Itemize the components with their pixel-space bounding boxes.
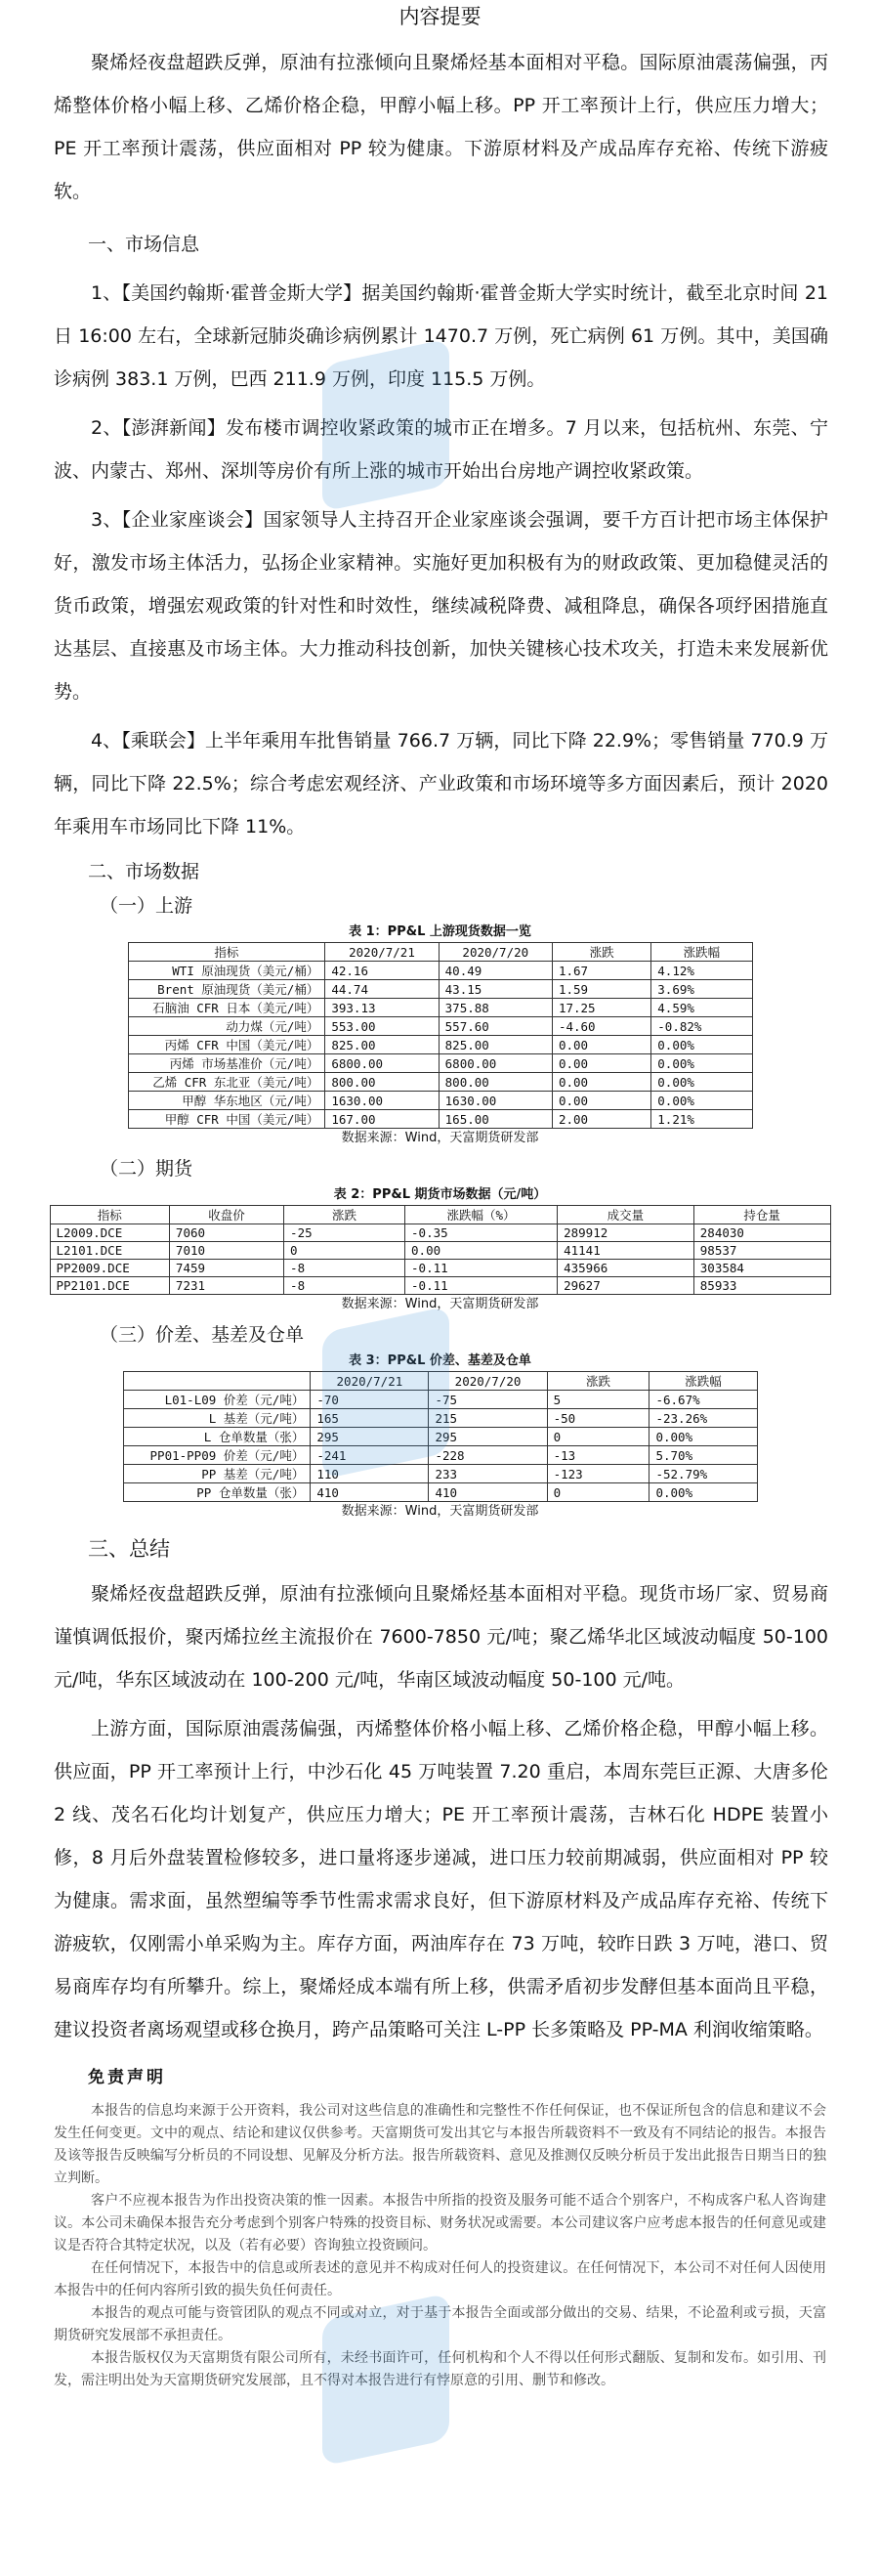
table3-source: 数据来源：Wind，天富期货研发部 — [341, 1504, 539, 1519]
table-cell: WTI 原油现货（美元/桶） — [128, 962, 325, 980]
table-cell: PP2009.DCE — [50, 1260, 169, 1277]
table-row — [128, 1017, 752, 1036]
table-cell: 7231 — [169, 1277, 283, 1295]
table1-caption: 表 1：PP&L 上游现货数据一览 — [349, 924, 531, 939]
table-cell: 石脑油 CFR 日本（美元/吨） — [128, 999, 325, 1017]
table-cell: 0 — [547, 1428, 650, 1446]
table-cell: 7010 — [169, 1242, 283, 1260]
disclaimer-paragraph: 本报告的观点可能与资管团队的观点不同或对立，对于基于本报告全面或部分做出的交易、结果，不论盈利或亏损，天富期货研究发展部不承担责任。 — [54, 2305, 826, 2343]
disclaimer-paragraph: 本报告的信息均来源于公开资料，我公司对这些信息的准确性和完整性不作任何保证，也不保证所包含的信息和建议不会发生任何变更。文中的观点、结论和建议仅供参考。天富期货可发出其它与本报告所载资料不一致及有不同结论的报告。本报告及该等报告反映编写分析员的不同设想、见解及分析方法。报告所载资料、意见及推测仅反映分析员于发出此报告日期当日的独立判断。 — [54, 2103, 826, 2186]
table-cell: -23.26% — [650, 1409, 757, 1428]
table-cell: 800.00 — [325, 1073, 439, 1092]
table-cell: 43.15 — [439, 980, 552, 999]
table2-source: 数据来源：Wind，天富期货研发部 — [341, 1297, 539, 1311]
table-cell: -123 — [547, 1465, 650, 1483]
table-cell: 110 — [311, 1465, 429, 1483]
table-cell: 0.00 — [552, 1054, 650, 1073]
news-item: 3、【企业家座谈会】国家领导人主持召开企业家座谈会强调，要千方百计把市场主体保护好，激发市场主体活力，弘扬企业家精神。实施好更加积极有为的财政政策、更加稳健灵活的货币政策，增强宏观政策的针对性和时效性，继续减税降费、减租降息，确保各项纾困措施直达基层、直接惠及市场主体。大力推动科技创新，加快关键核心技术攻关，打造未来发展新优势。 — [54, 509, 828, 703]
disclaimer-paragraph: 客户不应视本报告为作出投资决策的惟一因素。本报告中所指的投资及服务可能不适合个别客户，不构成客户私人咨询建议。本公司未确保本报告充分考虑到个别客户特殊的投资目标、财务状况或需要。本公司建议客户应考虑本报告的任何意见或建议是否符合其特定状况，以及（若有必要）咨询独立投资顾问。 — [54, 2193, 826, 2254]
table-cell: 5.70% — [650, 1446, 757, 1465]
table-cell: 1.67 — [552, 962, 650, 980]
table-row — [50, 1224, 830, 1242]
table-cell: 42.16 — [325, 962, 439, 980]
table-cell: L01-L09 价差（元/吨） — [123, 1391, 311, 1409]
news-item: 4、【乘联会】上半年乘用车批售销量 766.7 万辆，同比下降 22.9%；零售销量 770.9 万辆，同比下降 22.5%；综合考虑宏观经济、产业政策和市场环境等多方面因素后，预计 2020 年乘用车市场同比下降 11%。 — [54, 730, 828, 837]
table-cell: -241 — [311, 1446, 429, 1465]
table-row — [128, 1110, 752, 1129]
table-cell: -70 — [311, 1391, 429, 1409]
table-cell: 动力煤（元/吨） — [128, 1017, 325, 1036]
table-cell: -6.67% — [650, 1391, 757, 1409]
table-cell: L2009.DCE — [50, 1224, 169, 1242]
subsection-futures: （二）期货 — [100, 1158, 193, 1180]
table-row — [128, 1036, 752, 1054]
table-cell: 165.00 — [439, 1110, 552, 1129]
table-cell: 165 — [311, 1409, 429, 1428]
table-cell: 2.00 — [552, 1110, 650, 1129]
table3-caption: 表 3：PP&L 价差、基差及仓单 — [349, 1353, 531, 1368]
table-cell: 1.59 — [552, 980, 650, 999]
table-cell: -0.82% — [651, 1017, 752, 1036]
table-cell: 0.00 — [552, 1073, 650, 1092]
table-cell: 7459 — [169, 1260, 283, 1277]
page-title: 内容提要 — [398, 5, 482, 28]
table-header-cell: 成交量 — [558, 1206, 694, 1224]
table-cell: 825.00 — [439, 1036, 552, 1054]
disclaimer-title: 免责声明 — [88, 2068, 166, 2087]
table-cell: L2101.DCE — [50, 1242, 169, 1260]
table-cell: 553.00 — [325, 1017, 439, 1036]
table-cell: 0.00% — [650, 1428, 757, 1446]
disclaimer-paragraph: 本报告版权仅为天富期货有限公司所有，未经书面许可，任何机构和个人不得以任何形式翻版、复制和发布。如引用、刊发，需注明出处为天富期货研究发展部，且不得对本报告进行有悖原意的引用、删节和修改。 — [54, 2350, 826, 2388]
table-cell: 284030 — [693, 1224, 830, 1242]
table-cell: PP2101.DCE — [50, 1277, 169, 1295]
table3-spreads-basis — [123, 1371, 758, 1502]
table-cell: 0 — [284, 1242, 405, 1260]
table-cell: 410 — [429, 1483, 547, 1502]
table-row — [123, 1465, 757, 1483]
table-cell: 0.00 — [552, 1092, 650, 1110]
table-row — [128, 999, 752, 1017]
table-cell: -8 — [284, 1260, 405, 1277]
table-header-cell: 涨跌幅 — [650, 1372, 757, 1391]
table-cell: 1630.00 — [325, 1092, 439, 1110]
table-cell: 393.13 — [325, 999, 439, 1017]
conclusion-paragraph: 上游方面，国际原油震荡偏强，丙烯整体价格小幅上移、乙烯价格企稳，甲醇小幅上移。供应面，PP 开工率预计上行，中沙石化 45 万吨装置 7.20 重启，本周东莞巨正源、大唐多伦 2 线、茂名石化均计划复产，供应压力增大；PE 开工率预计震荡，吉林石化 HDPE 装置小修，8 月后外盘装置检修较多，进口量将逐步递减，进口压力较前期减弱，供应面相对 PP 较为健康。需求面，虽然塑编等季节性需求需求良好，但下游原材料及产成品库存充裕、传统下游疲软，仅刚需小单采购为主。库存方面，两油库存在 73 万吨，较昨日跌 3 万吨，港口、贸易商库存均有所攀升。综上，聚烯烃成本端有所上移，供需矛盾初步发酵但基本面尚且平稳，建议投资者离场观望或移仓换月，跨产品策略可关注 L-PP 长多策略及 PP-MA 利润收缩策略。 — [54, 1718, 828, 2040]
table-header-cell: 2020/7/20 — [439, 943, 552, 962]
table1-source: 数据来源：Wind，天富期货研发部 — [341, 1131, 539, 1145]
table-header-row — [128, 943, 752, 962]
table-cell: -0.11 — [405, 1260, 558, 1277]
table-header-cell: 2020/7/20 — [429, 1372, 547, 1391]
summary-paragraph: 聚烯烃夜盘超跌反弹，原油有拉涨倾向且聚烯烃基本面相对平稳。国际原油震荡偏强，丙烯整体价格小幅上移、乙烯价格企稳，甲醇小幅上移。PP 开工率预计上行，供应压力增大；PE 开工率预计震荡，供应面相对 PP 较为健康。下游原材料及产成品库存充裕、传统下游疲软。 — [54, 52, 828, 202]
table-header-cell: 收盘价 — [169, 1206, 283, 1224]
table-cell: 295 — [429, 1428, 547, 1446]
table-row — [128, 1092, 752, 1110]
table-cell: 85933 — [693, 1277, 830, 1295]
table-cell: -0.11 — [405, 1277, 558, 1295]
table-row — [128, 962, 752, 980]
table-cell: 435966 — [558, 1260, 694, 1277]
table-cell: -75 — [429, 1391, 547, 1409]
table-cell: 6800.00 — [439, 1054, 552, 1073]
disclaimer-paragraph: 在任何情况下，本报告中的信息或所表述的意见并不构成对任何人的投资建议。在任何情况下，本公司不对任何人因使用本报告中的任何内容所引致的损失负任何责任。 — [54, 2260, 826, 2298]
table-header-row — [50, 1206, 830, 1224]
table-header-cell: 涨跌 — [284, 1206, 405, 1224]
table-cell: 乙烯 CFR 东北亚（美元/吨） — [128, 1073, 325, 1092]
table-header-cell: 涨跌幅（%） — [405, 1206, 558, 1224]
table-cell: 40.49 — [439, 962, 552, 980]
table-cell: 303584 — [693, 1260, 830, 1277]
table-cell: 0.00% — [651, 1036, 752, 1054]
table-cell: 410 — [311, 1483, 429, 1502]
table-cell: Brent 原油现货（美元/桶） — [128, 980, 325, 999]
table-cell: 17.25 — [552, 999, 650, 1017]
section1-heading: 一、市场信息 — [88, 234, 200, 255]
conclusion-paragraph: 聚烯烃夜盘超跌反弹，原油有拉涨倾向且聚烯烃基本面相对平稳。现货市场厂家、贸易商谨慎调低报价，聚丙烯拉丝主流报价在 7600-7850 元/吨；聚乙烯华北区域波动幅度 50-100 元/吨，华东区域波动在 100-200 元/吨，华南区域波动幅度 50-100 元/吨。 — [54, 1583, 828, 1691]
table-cell: 6800.00 — [325, 1054, 439, 1073]
table-cell: L 仓单数量（张） — [123, 1428, 311, 1446]
subsection-upstream: （一）上游 — [100, 895, 193, 917]
table-cell: -25 — [284, 1224, 405, 1242]
table-cell: 29627 — [558, 1277, 694, 1295]
table-cell: 800.00 — [439, 1073, 552, 1092]
table-cell: 丙烯 市场基准价（元/吨） — [128, 1054, 325, 1073]
table1-upstream-spot — [128, 942, 753, 1129]
table-cell: 44.74 — [325, 980, 439, 999]
table-cell: -4.60 — [552, 1017, 650, 1036]
table-cell: PP 基差（元/吨） — [123, 1465, 311, 1483]
table-cell: 4.12% — [651, 962, 752, 980]
section3-heading: 三、总结 — [88, 1537, 170, 1561]
table-row — [128, 980, 752, 999]
table-cell: 1630.00 — [439, 1092, 552, 1110]
news-item: 1、【美国约翰斯·霍普金斯大学】据美国约翰斯·霍普金斯大学实时统计，截至北京时间 21 日 16:00 左右，全球新冠肺炎确诊病例累计 1470.7 万例，死亡病例 61 万例。其中，美国确诊病例 383.1 万例，巴西 211.9 万例，印度 115.5 万例。 — [54, 282, 828, 390]
table-cell: 甲醇 CFR 中国（美元/吨） — [128, 1110, 325, 1129]
table-cell: 0.00 — [552, 1036, 650, 1054]
table-row — [123, 1409, 757, 1428]
table-cell: 0.00% — [650, 1483, 757, 1502]
table-row — [50, 1260, 830, 1277]
subsection-spreads: （三）价差、基差及仓单 — [100, 1324, 305, 1346]
table-row — [123, 1483, 757, 1502]
table-row — [50, 1277, 830, 1295]
table-cell: 4.59% — [651, 999, 752, 1017]
table-header-cell: 涨跌 — [552, 943, 650, 962]
table-cell: -52.79% — [650, 1465, 757, 1483]
table-header-row — [123, 1372, 757, 1391]
table-cell: 1.21% — [651, 1110, 752, 1129]
table-header-cell: 涨跌 — [547, 1372, 650, 1391]
table-cell: 5 — [547, 1391, 650, 1409]
table-cell: 215 — [429, 1409, 547, 1428]
table-cell: 557.60 — [439, 1017, 552, 1036]
table-header-cell — [123, 1372, 311, 1391]
table-header-cell: 2020/7/21 — [311, 1372, 429, 1391]
table-cell: -0.35 — [405, 1224, 558, 1242]
section2-heading: 二、市场数据 — [88, 861, 200, 882]
table-row — [123, 1446, 757, 1465]
table-cell: 167.00 — [325, 1110, 439, 1129]
table-cell: 3.69% — [651, 980, 752, 999]
table-cell: 375.88 — [439, 999, 552, 1017]
table-row — [123, 1391, 757, 1409]
table-row — [123, 1428, 757, 1446]
table-cell: 甲醇 华东地区（元/吨） — [128, 1092, 325, 1110]
table-cell: 0 — [547, 1483, 650, 1502]
table-header-cell: 指标 — [128, 943, 325, 962]
table-cell: -13 — [547, 1446, 650, 1465]
table-cell: L 基差（元/吨） — [123, 1409, 311, 1428]
table-cell: 289912 — [558, 1224, 694, 1242]
table-cell: PP 仓单数量（张） — [123, 1483, 311, 1502]
table-cell: 295 — [311, 1428, 429, 1446]
table-cell: -50 — [547, 1409, 650, 1428]
table-cell: 233 — [429, 1465, 547, 1483]
table-row — [128, 1073, 752, 1092]
table-row — [50, 1242, 830, 1260]
table-cell: 825.00 — [325, 1036, 439, 1054]
table-cell: 0.00% — [651, 1073, 752, 1092]
table-header-cell: 涨跌幅 — [651, 943, 752, 962]
table-row — [128, 1054, 752, 1073]
table2-caption: 表 2：PP&L 期货市场数据（元/吨） — [333, 1187, 547, 1202]
table-cell: -228 — [429, 1446, 547, 1465]
table-cell: 0.00% — [651, 1054, 752, 1073]
table-cell: 0.00% — [651, 1092, 752, 1110]
table-cell: 41141 — [558, 1242, 694, 1260]
table2-futures — [50, 1205, 831, 1295]
table-header-cell: 持仓量 — [693, 1206, 830, 1224]
table-cell: 丙烯 CFR 中国（美元/吨） — [128, 1036, 325, 1054]
table-cell: 7060 — [169, 1224, 283, 1242]
news-item: 2、【澎湃新闻】发布楼市调控收紧政策的城市正在增多。7 月以来，包括杭州、东莞、宁波、内蒙古、郑州、深圳等房价有所上涨的城市开始出台房地产调控收紧政策。 — [54, 417, 828, 482]
table-cell: 0.00 — [405, 1242, 558, 1260]
table-header-cell: 指标 — [50, 1206, 169, 1224]
table-cell: 98537 — [693, 1242, 830, 1260]
table-cell: -8 — [284, 1277, 405, 1295]
table-cell: PP01-PP09 价差（元/吨） — [123, 1446, 311, 1465]
table-header-cell: 2020/7/21 — [325, 943, 439, 962]
